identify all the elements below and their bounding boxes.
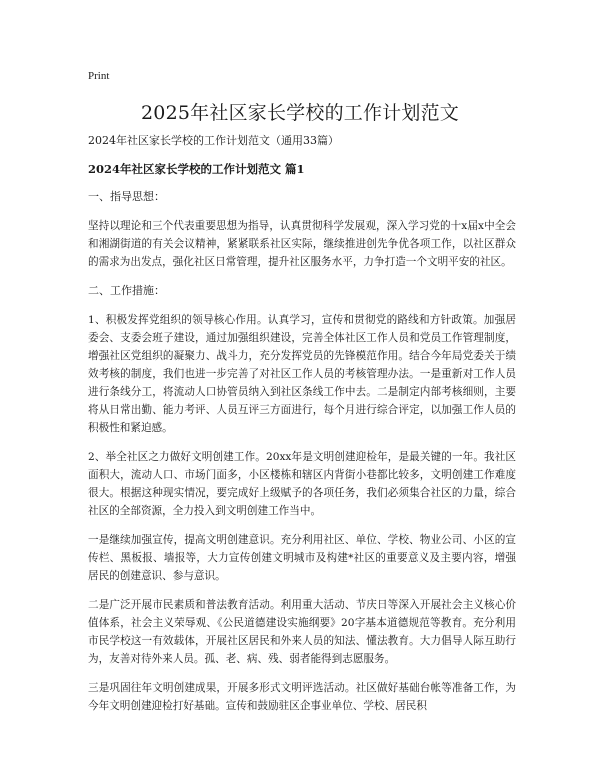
paragraph-4: 一是继续加强宣传，提高文明创建意识。充分利用社区、单位、学校、物业公司、小区的宣传栏、黑板报、墙报等，大力宣传创建文明城市及构建*社区的重要意义及主要内容，增强居民的创建意识、参与意识。 (88, 534, 516, 582)
paragraph-5: 二是广泛开展市民素质和普法教育活动。利用重大活动、节庆日等深入开展社会主义核心价值体系，社会主义荣辱观、《公民道德建设实施纲要》20字基本道德规范等教育。充分利用市民学校这一有效载体，开展社区居民和外来人员的知法、懂法教育。大力倡导人际互助行为，友善对待外来人员。孤、老、病、残、弱者能得到志愿服务。 (88, 599, 516, 665)
paragraph-2: 1、积极发挥党组织的领导核心作用。认真学习，宣传和贯彻党的路线和方针政策。加强居委会、支委会班子建设，通过加强组织建设，完善全体社区工作人员和党员工作管理制度，增强社区党组织的凝聚力、战斗力，充分发挥党员的先锋模范作用。结合今年局党委关于绩效考核的制度，我们也进一步完善了对社区工作人员的考核管理办法。一是重新对工作人员进行条线分工，将流动人口协管员纳入到社区条线工作中去。二是制定内部考核细则，主要将从日常出勤、能力考评、人员互评三方面进行，每个月进行综合评定，以加强工作人员的积极性和紧迫感。 (88, 314, 516, 434)
print-label[interactable]: Print (88, 70, 110, 82)
section-title: 2024年社区家长学校的工作计划范文 篇1 (88, 162, 305, 176)
document-subtitle: 2024年社区家长学校的工作计划范文（通用33篇） (88, 134, 339, 147)
paragraph-6: 三是巩固往年文明创建成果，开展多形式文明评选活动。社区做好基础台帐等准备工作，为今年文明创建迎检打好基础。宣传和鼓励驻区企事业单位、学校、居民积 (88, 682, 516, 712)
paragraph-1: 坚持以理论和三个代表重要思想为指导，认真贯彻科学发展观，深入学习党的十x届x中全会和湘湖街道的有关会议精神，紧紧联系社区实际，继续推进创先争优各项工作，以社区群众的需求为出发点，强化社区日常管理，提升社区服务水平，力争打造一个文明平安的社区。 (88, 220, 516, 268)
heading-work-measures: 二、工作措施： (88, 284, 165, 297)
paragraph-3: 2、举全社区之力做好文明创建工作。20xx年是文明创建迎检年，是最关键的一年。我社区面积大，流动人口、市场门面多，小区楼栋和辖区内背街小巷都比较多，文明创建工作难度很大。根据这种现实情况，要完成好上级赋予的各项任务，我们必须集合社区的力量，综合社区的全部资源，全力投入到文明创建工作当中。 (88, 451, 516, 517)
document-title: 2025年社区家长学校的工作计划范文 (141, 102, 459, 124)
heading-guiding-ideology: 一、指导思想： (88, 190, 165, 203)
document-body (88, 132, 516, 726)
